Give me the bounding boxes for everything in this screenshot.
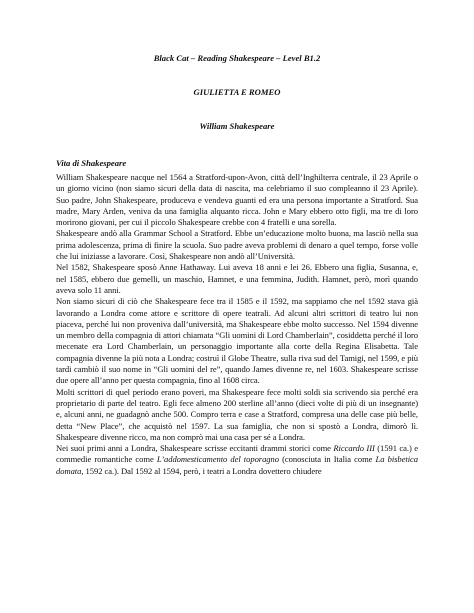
- paragraph-wealth: Molti scrittori di quel periodo erano poveri, ma Shakespeare fece molti soldi sia scrivendo sia perché era proprietario di parte del teatro. Egli fece almeno 200 sterline all’anno (dieci volte di più di un insegnante) e, alcuni anni, ne guadagnò anche 500. Compro terra e case a Stratford, compresa una delle case più belle, detta “New Place”, che acquistò nel 1597. La sua famiglia, che non si spostò a Londra, dimorò lì. Shakespeare divenne ricco, ma non comprò mai una casa per sé a Londra.: [56, 386, 418, 442]
- paragraph-text: Nei suoi primi anni a Londra, Shakespeare scrisse eccitanti drammi storici come: [56, 443, 334, 454]
- paragraph-text: , 1592 ca.). Dal 1592 al 1594, però, i teatri a Londra dovettero chiudere: [81, 465, 322, 476]
- paragraph-early-works: [56, 443, 418, 477]
- body-text: [56, 172, 418, 477]
- paragraph-education: Shakespeare andò alla Grammar School a Stratford. Ebbe un’educazione molto buona, ma lasciò nella sua prima adolescenza, prima di finire la scuola. Suo padre aveva problemi di denaro a quel tempo, forse volle che lui iniziasse a lavorare. Così, Shakespeare non andò all’Università.: [56, 228, 418, 262]
- paragraph-london-career: Non siamo sicuri di ciò che Shakespeare fece tra il 1585 e il 1592, ma sappiamo che nel 1592 stava già lavorando a Londra come attore e scrittore di opere teatrali. Ad alcuni altri scrittori di teatro lui non piaceva, perché lui non proveniva dall’università, ma Shakespeare ebbe molto successo. Nel 1594 divenne un membro della compagnia di attori chiamata “Gli uomini di Lord Chamberlain”, cosiddetta perché il loro mecenate era Lord Chamberlain, un personaggio importante alla corte della Regina Elisabetta. Tale compagnia divenne la più nota a Londra; costruì il Globe Theatre, sulla riva sud del Tamigi, nel 1599, e più tardi cambiò il suo nome in “Gli uomini del re”, quando James divenne re, nel 1603. Shakespeare scrisse due opere all’anno per questa compagnia, fino al 1608 circa.: [56, 296, 418, 386]
- series-title: Black Cat – Reading Shakespeare – Level B1.2: [153, 53, 321, 63]
- book-title: GIULIETTA E ROMEO: [193, 87, 281, 97]
- paragraph-birth: William Shakespeare nacque nel 1564 a Stratford-upon-Avon, città dell’Inghilterra centrale, il 23 Aprile o un giorno vicino (non siamo sicuri della data di nascita, ma celebriamo il suo compleanno il 23 Aprile). Suo padre, John Shakespeare, produceva e vendeva guanti ed era una persona importante a Stratford. Sua madre, Mary Arden, veniva da una famiglia alquanto ricca. John e Mary ebbero otto figli, ma tre di loro morirono giovani, per cui il piccolo Shakespeare crebbe con 4 fratelli e una sorella.: [56, 172, 418, 228]
- work-title: Riccardo III: [333, 443, 375, 454]
- paragraph-text: (conosciuta in Italia come: [278, 454, 376, 465]
- paragraph-marriage: Nel 1582, Shakespeare sposò Anne Hathaway. Lui aveva 18 anni e lei 26. Ebbero una figlia, Susanna, e, nel 1585, ebbero due gemelli, un maschio, Hamnet, e una femmina, Judith. Hamnet, però, morì quando aveva solo 11 anni.: [56, 262, 418, 295]
- section-heading: Vita di Shakespeare: [56, 158, 127, 168]
- author-name: William Shakespeare: [199, 121, 275, 131]
- work-title: L’addomesticamento del toporagno: [156, 454, 279, 465]
- work-title: La bisbetica domata: [56, 454, 418, 476]
- paragraph-text: (1591 ca.) e commedie romantiche come: [56, 443, 418, 465]
